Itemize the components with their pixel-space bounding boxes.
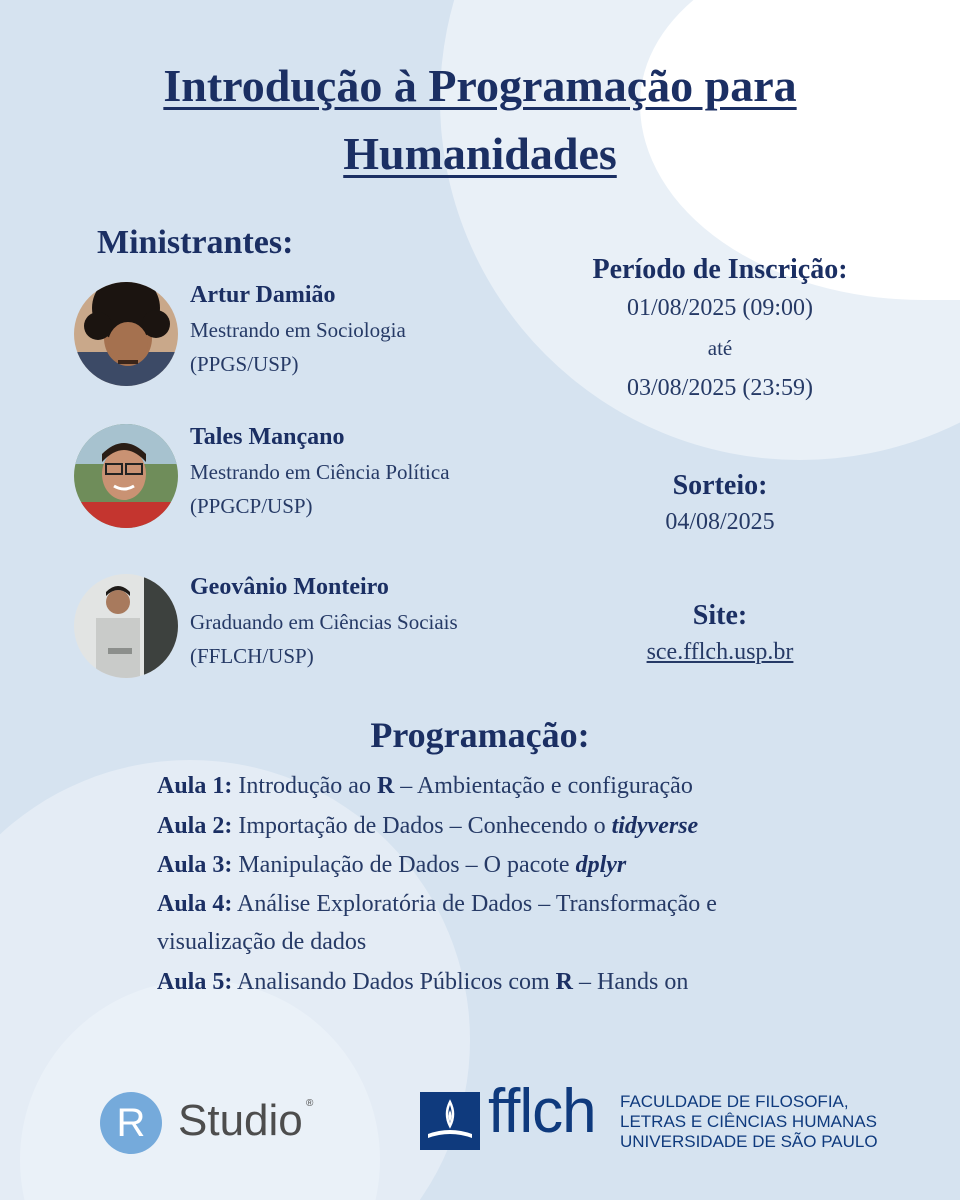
site-block (560, 600, 880, 672)
instructor-card (74, 574, 534, 684)
program-item (157, 885, 817, 961)
instructor-card (74, 424, 534, 534)
instructor-affiliation: (PPGS/USP) (190, 352, 299, 376)
instructor-card (74, 282, 534, 392)
fflch-emblem-icon (420, 1092, 480, 1150)
aula-text: Analisando Dados Públicos com (232, 969, 556, 995)
avatar (74, 574, 178, 678)
instructor-affiliation: (FFLCH/USP) (190, 644, 314, 668)
site-link[interactable]: sce.fflch.usp.br (646, 639, 794, 665)
rstudio-logo (100, 1090, 320, 1160)
registration-connector: até (707, 336, 733, 360)
aula-label: Aula 3: (157, 852, 233, 878)
draw-date (560, 470, 880, 542)
registration-start: 01/08/2025 (09:00) (627, 295, 813, 321)
aula-label: Aula 4: (157, 891, 233, 917)
aula-text: Introdução ao (232, 773, 377, 799)
fflch-full-name (620, 1092, 878, 1152)
avatar (74, 424, 178, 528)
fflch-line: LETRAS E CIÊNCIAS HUMANAS (620, 1112, 877, 1131)
instructor-role: Mestrando em Sociologia (190, 318, 406, 342)
instructor-name: Geovânio Monteiro (190, 574, 389, 600)
aula-text: – Ambientação e configuração (394, 773, 693, 799)
instructor-name: Tales Mançano (190, 424, 345, 450)
fflch-line: UNIVERSIDADE DE SÃO PAULO (620, 1132, 878, 1151)
instructor-name: Artur Damião (190, 282, 336, 308)
draw-value: 04/08/2025 (665, 509, 775, 535)
fflch-line: FACULDADE DE FILOSOFIA, (620, 1092, 849, 1111)
fflch-wordmark: fflch (488, 1077, 596, 1146)
instructor-role: Graduando em Ciências Sociais (190, 610, 458, 634)
aula-text: – Hands on (573, 969, 689, 995)
aula-emphasis: tidyverse (611, 813, 699, 839)
aula-text: visualização de dados (157, 929, 367, 955)
program-item (157, 807, 817, 845)
program-heading: Programação: (370, 715, 590, 755)
draw-heading: Sorteio: (672, 470, 768, 501)
aula-text: Importação de Dados – Conhecendo o (232, 813, 612, 839)
program-item (157, 846, 817, 884)
aula-label: Aula 5: (157, 969, 233, 995)
registration-end: 03/08/2025 (23:59) (627, 375, 813, 401)
registration-heading: Período de Inscrição: (592, 254, 848, 285)
aula-emphasis: R (555, 969, 573, 995)
ministrantes-heading: Ministrantes: (97, 224, 294, 261)
rstudio-r-icon: R (100, 1092, 162, 1154)
aula-emphasis: dplyr (575, 852, 627, 878)
page-title (60, 52, 900, 188)
rstudio-wordmark: Studio (178, 1096, 303, 1145)
aula-label: Aula 2: (157, 813, 233, 839)
instructor-affiliation: (PPGCP/USP) (190, 494, 313, 518)
fflch-logo (420, 1077, 880, 1158)
title-line-1: Introdução à Programação para (163, 60, 797, 111)
site-heading: Site: (692, 600, 748, 631)
instructor-role: Mestrando em Ciência Política (190, 460, 450, 484)
program-item (157, 767, 817, 805)
program-item (157, 963, 817, 1001)
avatar (74, 282, 178, 386)
aula-text: Análise Exploratória de Dados – Transformação e (232, 891, 717, 917)
aula-label: Aula 1: (157, 773, 233, 799)
aula-text: Manipulação de Dados – O pacote (232, 852, 576, 878)
aula-emphasis: R (376, 773, 395, 799)
title-line-2: Humanidades (343, 128, 617, 179)
registration-period (560, 254, 880, 408)
registered-mark: ® (306, 1098, 314, 1109)
